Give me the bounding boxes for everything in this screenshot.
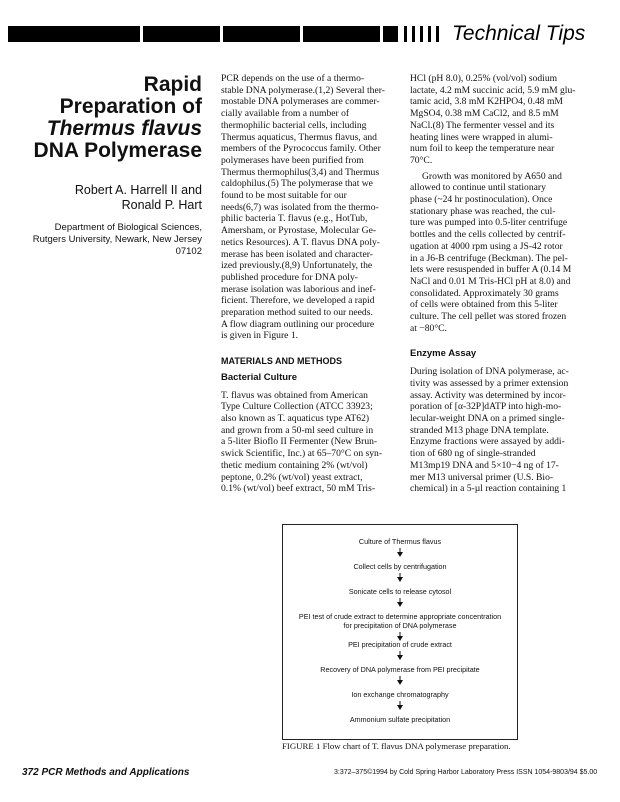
author-line: Ronald P. Hart: [121, 198, 202, 212]
flowchart-step: Culture of Thermus flavus: [358, 537, 442, 546]
flow-arrow-icon: [397, 573, 403, 582]
text-line: A flow diagram outlining our procedure: [221, 318, 375, 330]
flowchart-step: Sonicate cells to release cytosol: [348, 587, 452, 596]
article-title: [2, 74, 202, 162]
header-bar-gap: [140, 26, 143, 42]
header-bar-gap: [300, 26, 303, 42]
text-line: tion of 680 ng of single-stranded: [410, 448, 536, 460]
text-line: published procedure for DNA poly-: [221, 271, 358, 283]
flow-arrow-icon: [397, 701, 403, 710]
flow-arrow-icon: [397, 598, 403, 607]
subsection-heading: Enzyme Assay: [410, 348, 477, 360]
text-line: num foil to keep the temperature near: [410, 143, 555, 155]
flow-arrow-icon: [397, 548, 403, 557]
text-line: assay. Activity was determined by incor-: [410, 389, 566, 401]
text-line: thetic medium containing 2% (wt/vol): [221, 459, 368, 471]
text-line: ficient. Therefore, we developed a rapid: [221, 295, 375, 307]
footer-copyright: 3:372–375©1994 by Cold Spring Harbor Laboratory Press ISSN 1054-9803/94 $5.00: [334, 769, 598, 776]
text-line: tivity was assessed by a primer extension: [410, 377, 569, 389]
text-line: caldophilus.(5) The polymerase that we: [221, 178, 373, 190]
text-line: consolidated. Approximately 30 grams: [410, 287, 559, 299]
text-line: merase has been isolated and character-: [221, 248, 373, 260]
text-line: 70°C.: [410, 154, 433, 166]
text-line: stranded M13 phage DNA template.: [410, 424, 549, 436]
text-line: is given in Figure 1.: [221, 330, 299, 342]
text-line: and grown from a 50-ml seed culture in: [221, 424, 374, 436]
header-tick: [404, 26, 407, 42]
flowchart-step: Ammonium sulfate precipitation: [349, 715, 451, 724]
text-line: polymerases have been purified from: [221, 154, 364, 166]
figure-caption: FIGURE 1 Flow chart of T. flavus DNA polymerase preparation.: [282, 741, 511, 751]
text-line: 0.1% (wt/vol) beef extract, 50 mM Tris-: [221, 483, 376, 495]
authors: [2, 183, 202, 213]
column-2: [221, 73, 393, 495]
text-line: Type Culture Collection (ATCC 33923;: [221, 401, 373, 413]
text-line: philic bacteria T. flavus (e.g., HotTub,: [221, 213, 368, 225]
text-line: peptone, 0.2% (wt/vol) yeast extract,: [221, 471, 363, 483]
text-line: thermophilic bacterial cells, including: [221, 119, 367, 131]
header-tick: [436, 26, 439, 42]
affiliation-line: 07102: [175, 246, 202, 257]
flowchart-step: Recovery of DNA polymerase from PEI precipitate: [320, 665, 480, 674]
flowchart-step: Ion exchange chromatography: [351, 690, 449, 699]
title-line: DNA Polymerase: [33, 139, 202, 162]
text-line: heating lines were wrapped in alumi-: [410, 131, 553, 143]
text-line: found to be most suitable for our: [221, 190, 347, 202]
affiliation: [2, 222, 202, 258]
flow-arrow-icon: [397, 676, 403, 685]
text-line: lactate, 4.2 mM succinic acid, 5.9 mM glu-: [410, 84, 576, 96]
text-line: T. flavus was obtained from American: [221, 389, 368, 401]
header-tick: [412, 26, 415, 42]
text-line: stable DNA polymerase.(1,2) Several ther-: [221, 84, 385, 96]
header-bar: [8, 26, 398, 42]
text-line: poration of [α-32P]dATP into high-mo-: [410, 401, 562, 413]
column-3: [410, 73, 587, 495]
text-line: mostable DNA polymerases are commer-: [221, 96, 380, 108]
flowchart-step: PEI test of crude extract to determine appropriate concentration for precipitation of DNA polymerase: [298, 612, 502, 630]
title-line: Preparation of: [59, 95, 202, 118]
text-line: PCR depends on the use of a thermo-: [221, 73, 365, 84]
text-line: needs(6,7) was isolated from the thermo-: [221, 201, 379, 213]
text-line: stationary phase was reached, the cul-: [410, 205, 556, 217]
text-line: MgSO4, 0.38 mM CaCl2, and 8.5 mM: [410, 108, 559, 120]
affiliation-line: Department of Biological Sciences,: [54, 222, 202, 233]
text-line: of cells were obtained from this 5-liter: [410, 299, 558, 311]
text-line: Thermus thermophilus(3,4) and Thermus: [221, 166, 380, 178]
culture-paragraph: [221, 390, 393, 495]
text-line: members of the Pyrococcus family. Other: [221, 143, 381, 155]
title-line: Thermus flavus: [46, 117, 202, 140]
section-title: Technical Tips: [452, 22, 586, 45]
header-tick: [428, 26, 431, 42]
flow-arrow-icon: [397, 651, 403, 660]
affiliation-line: Rutgers University, Newark, New Jersey: [32, 234, 202, 245]
text-line: Amersham, or Pyrostase, Molecular Ge-: [221, 225, 377, 237]
intro-paragraph: [221, 73, 393, 342]
text-line: culture. The cell pellet was stored frozen: [410, 311, 567, 323]
text-line: Growth was monitored by A650 and: [422, 170, 562, 182]
text-line: a 5-liter Bioflo II Fermenter (New Brun-: [221, 436, 378, 448]
growth-paragraph: [410, 171, 587, 335]
flowchart-step: Collect cells by centrifugation: [353, 562, 447, 571]
text-line: lecular-weight DNA on a primed single-: [410, 412, 565, 424]
text-line: ized previously.(8,9) Unfortunately, the: [221, 260, 373, 272]
section-heading: MATERIALS AND METHODS: [221, 356, 342, 367]
text-line: merase isolation was laborious and inef-: [221, 283, 376, 295]
text-line: ugation at 4000 rpm using a JS-42 rotor: [410, 240, 563, 252]
text-line: lets were resuspended in buffer A (0.14 M: [410, 264, 572, 276]
text-line: at −80°C.: [410, 322, 447, 334]
text-line: allowed to continue until stationary: [410, 182, 546, 194]
culture-paragraph-cont: [410, 73, 587, 167]
text-line: netics Resources). A T. flavus DNA poly-: [221, 236, 380, 248]
text-line: NaCl and 0.01 M Tris-HCl pH at 8.0) and: [410, 275, 571, 287]
subsection-heading: Bacterial Culture: [221, 371, 298, 383]
text-line: chemical) in a 5-µl reaction containing 1: [410, 483, 567, 495]
flowchart-step: PEI precipitation of crude extract: [348, 640, 452, 649]
text-line: also known as T. aquaticus type AT62): [221, 412, 370, 424]
title-line: Rapid: [143, 73, 202, 96]
footer-journal: 372 PCR Methods and Applications: [22, 767, 190, 778]
figure-1-flowchart: [282, 524, 518, 740]
text-line: During isolation of DNA polymerase, ac-: [410, 366, 569, 378]
text-line: phase (~24 hr postinoculation). Once: [410, 194, 553, 206]
text-line: mer M13 universal primer (U.S. Bio-: [410, 471, 554, 483]
author-line: Robert A. Harrell II and: [74, 183, 202, 197]
text-line: Thermus aquaticus, Thermus flavus, and: [221, 131, 377, 143]
text-line: NaCl.(8) The fermenter vessel and its: [410, 119, 555, 131]
header-tick: [420, 26, 423, 42]
text-line: HCl (pH 8.0), 0.25% (vol/vol) sodium: [410, 73, 558, 84]
text-line: M13mp19 DNA and 5×10−4 ng of 17-: [410, 459, 559, 471]
header-bar-gap: [220, 26, 223, 42]
text-line: Enzyme fractions were assayed by addi-: [410, 436, 565, 448]
text-line: in a J6-B centrifuge (Beckman). The pel-: [410, 252, 568, 264]
text-line: bottles and the cells collected by centrif-: [410, 229, 566, 241]
text-line: tamic acid, 3.8 mM K2HPO4, 0.48 mM: [410, 96, 563, 108]
assay-paragraph: [410, 366, 587, 495]
header-bar-gap: [380, 26, 383, 42]
text-line: cially available from a number of: [221, 108, 350, 120]
text-line: swick Scientific, Inc.) at 65–70°C on syn-: [221, 448, 383, 460]
text-line: ture was pumped into 0.5-liter centrifuge: [410, 217, 568, 229]
text-line: preparation method suited to our needs.: [221, 307, 373, 319]
